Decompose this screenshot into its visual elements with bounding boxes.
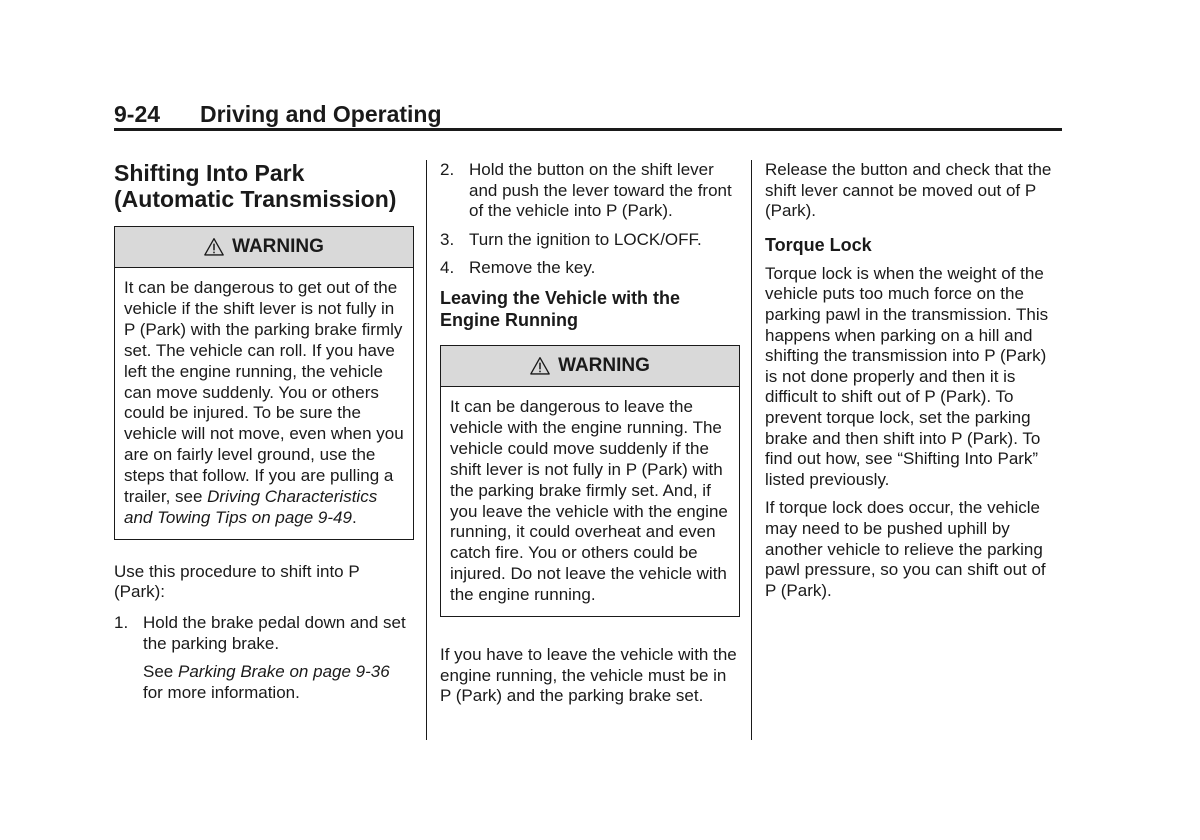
- warning-label: WARNING: [558, 354, 650, 376]
- step-text: Hold the button on the shift lever and push the lever toward the front of the vehicle into P (Park).: [469, 160, 732, 221]
- paragraph: Release the button and check that the shift lever cannot be moved out of P (Park).: [765, 160, 1052, 221]
- warning-box: [114, 226, 414, 540]
- title-line: Shifting Into Park: [114, 160, 305, 186]
- step-note: [114, 662, 414, 703]
- paragraph: If you have to leave the vehicle with the engine running, the vehicle must be in P (Park) and the parking brake set.: [440, 645, 737, 706]
- subsection-heading: Torque Lock: [765, 234, 872, 255]
- warning-text-part: It can be dangerous to get out of the vehicle if the shift lever is not fully in P (Park) with the parking brake firmly set. The vehicle can roll. If you have left the engine running, the vehicle can move suddenly. You or others could be injured. To be sure the vehicle will not move, even when you are on fairly level ground, use the steps that follow. If you are pulling a trailer, see: [124, 278, 404, 507]
- cross-reference: Driving Characteristics and Towing Tips on page 9-49: [124, 487, 378, 527]
- warning-header: [441, 346, 739, 387]
- column-2: [440, 160, 740, 707]
- step-text: Remove the key.: [469, 258, 596, 278]
- paragraph: Torque lock is when the weight of the vehicle puts too much force on the parking pawl in the transmission. This happens when parking on a hill and shifting the transmission into P (Park) is not done properly and then it is difficult to shift out of P (Park). To prevent torque lock, set the parking brake and then shift into P (Park). To find out how, see “Shifting Into Park” listed previously.: [765, 263, 1049, 489]
- warning-text: [115, 268, 413, 539]
- list-item: [440, 258, 740, 279]
- step-text: Turn the ignition to LOCK/OFF.: [469, 229, 702, 249]
- warning-text-part: .: [351, 507, 357, 527]
- step-number: 4.: [440, 258, 455, 278]
- paragraph: If torque lock does occur, the vehicle may need to be pushed uphill by another vehicle to relieve the parking pawl pressure, so you can shift out of P (Park).: [765, 498, 1046, 600]
- list-item: [440, 230, 740, 251]
- step-text: Hold the brake pedal down and set the parking brake.: [143, 613, 406, 653]
- warning-triangle-icon: [530, 356, 550, 376]
- subsection-heading: Leaving the Vehicle with the Engine Running: [440, 287, 681, 330]
- note-text: See: [143, 662, 178, 682]
- warning-label: WARNING: [232, 236, 324, 257]
- column-3: [765, 160, 1060, 601]
- note-text: for more information.: [143, 682, 300, 702]
- page-number: 9-24: [114, 101, 161, 127]
- steps-list: [440, 160, 740, 279]
- column-divider: [426, 160, 427, 740]
- warning-triangle-icon: [204, 237, 224, 257]
- step-number: 1.: [114, 613, 129, 633]
- section-title: Driving and Operating: [200, 101, 442, 127]
- step-number: 2.: [440, 160, 455, 179]
- page-title: [114, 160, 414, 212]
- list-item: [440, 160, 740, 222]
- warning-text: It can be dangerous to leave the vehicle with the engine running. The vehicle could move suddenly if the shift lever is not fully in P (Park) with the parking brake firmly set. And, if you leave the vehicle with the engine running, it could overheat and even catch fire. You or others could be injured. Do not leave the vehicle with the engine running.: [450, 396, 728, 605]
- warning-box: [440, 345, 740, 617]
- warning-header: [115, 227, 413, 268]
- intro-paragraph: Use this procedure to shift into P (Park):: [114, 561, 360, 602]
- list-item: [114, 613, 414, 654]
- cross-reference: Parking Brake on page 9-36: [177, 662, 390, 682]
- page-header: [114, 100, 1062, 131]
- title-line: (Automatic Transmission): [114, 186, 397, 212]
- step-number: 3.: [440, 229, 455, 249]
- column-divider: [751, 160, 752, 740]
- column-1: [114, 160, 414, 703]
- steps-list: [114, 613, 414, 654]
